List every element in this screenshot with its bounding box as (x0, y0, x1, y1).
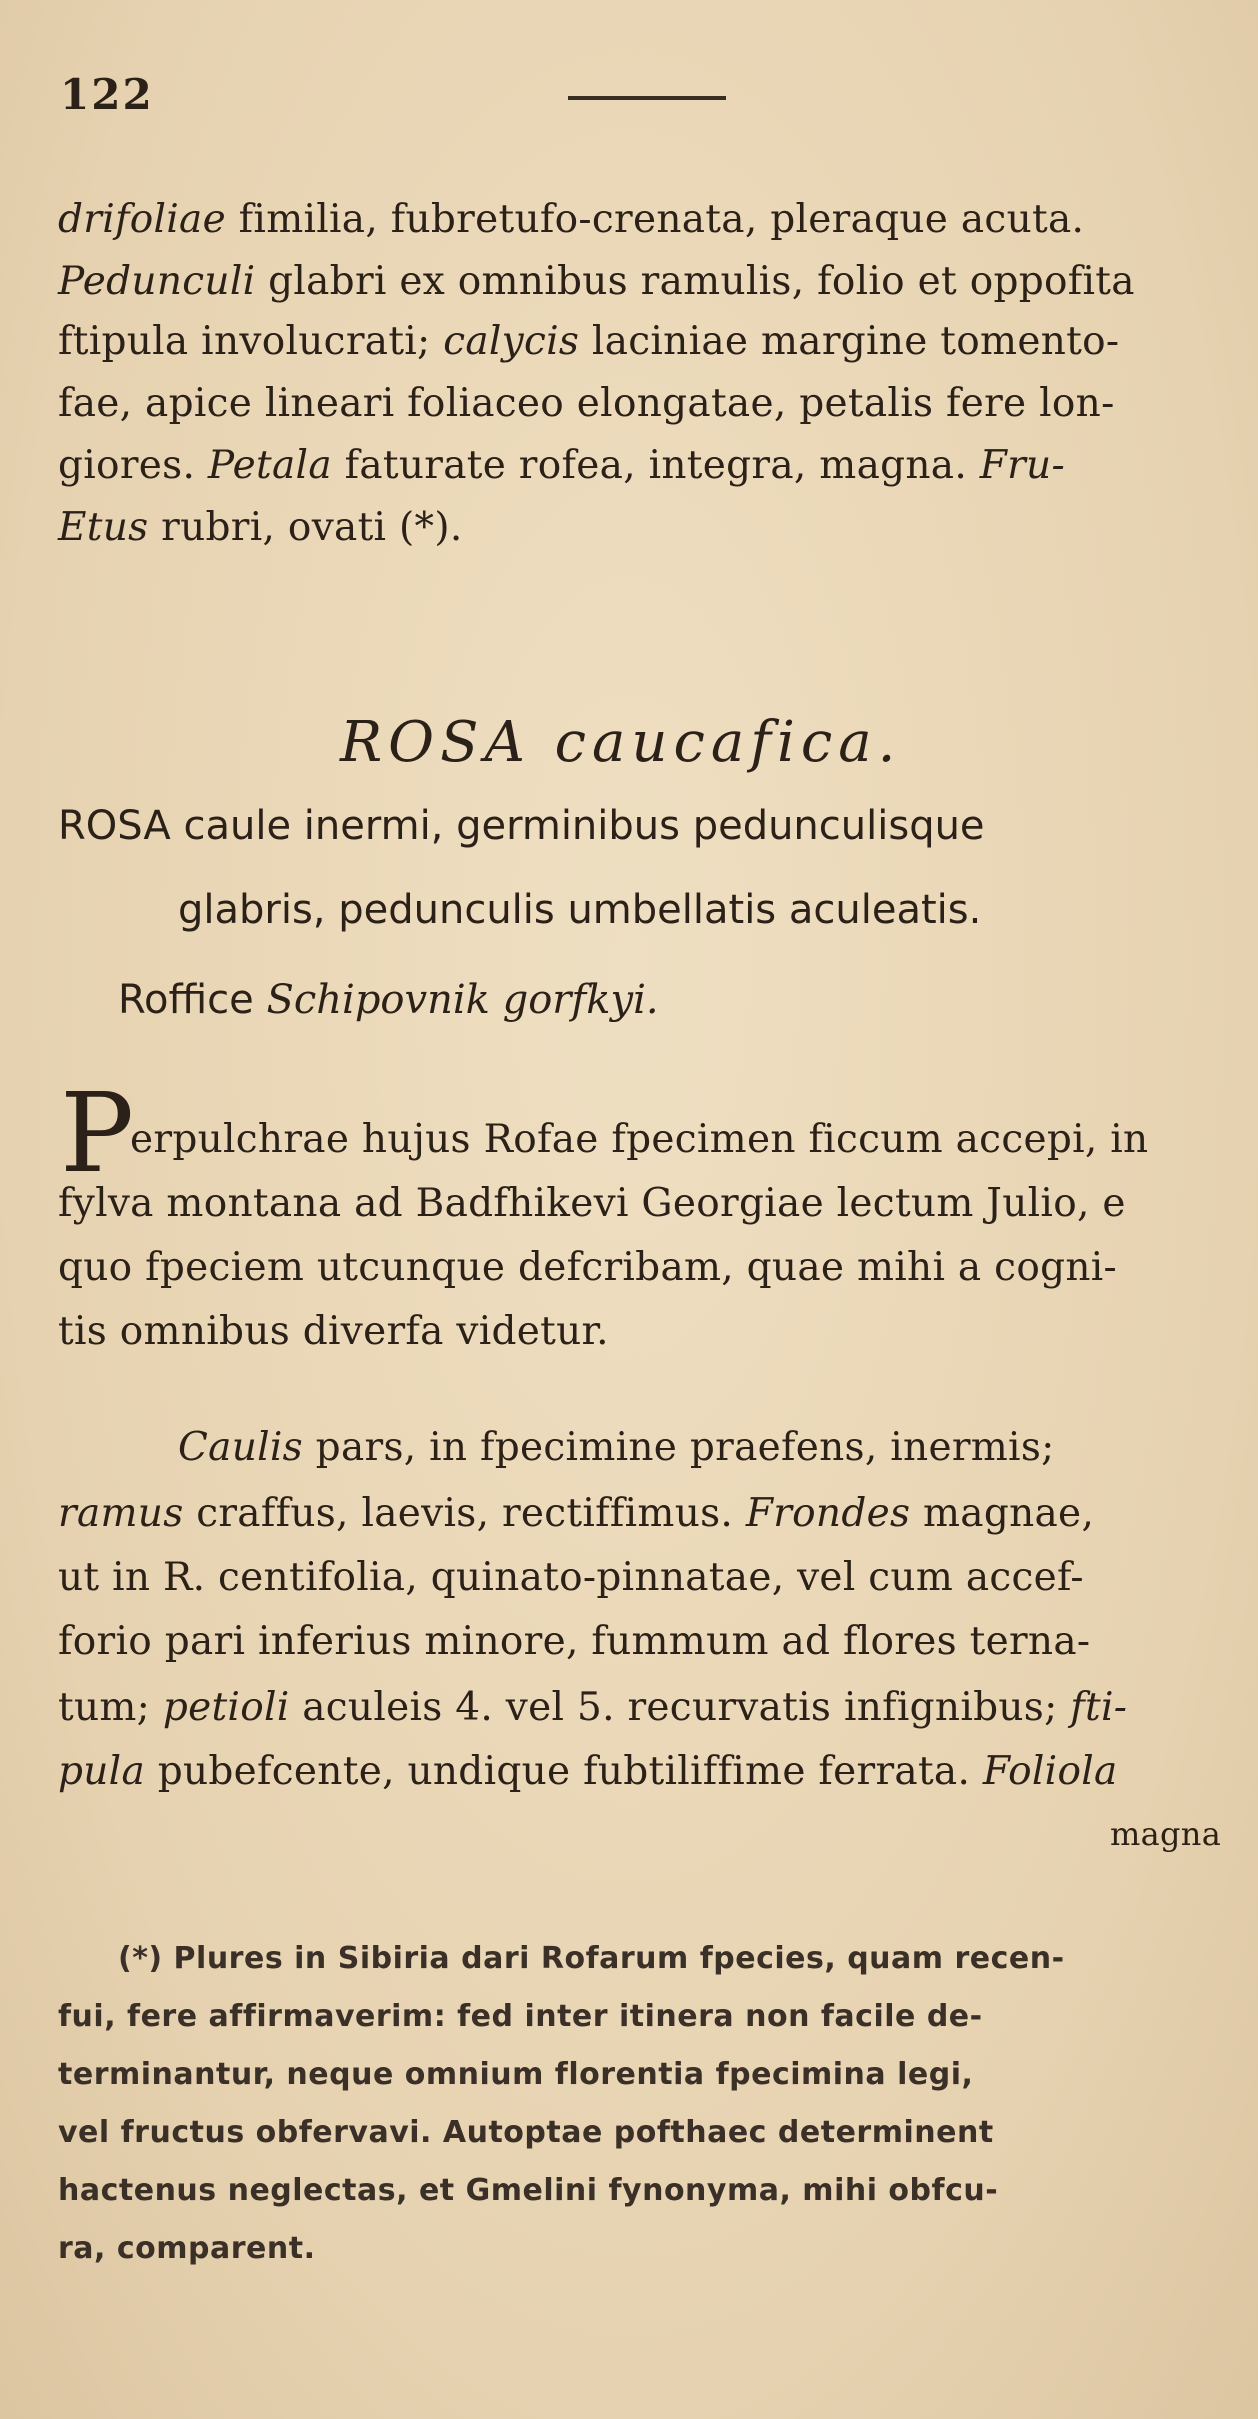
footnote-line: terminantur, neque omnium florentia fpecimina legi, (58, 2057, 974, 2092)
text-line: drifoliae fimilia, fubretufo-crenata, pleraque acuta. (58, 197, 1085, 242)
text-line: ut in R. centifolia, quinato-pinnatae, vel cum accef- (58, 1555, 1084, 1600)
text-line: pula pubefcente, undique fubtiliffime ferrata. Foliola (58, 1749, 1118, 1794)
text-line: erpulchrae hujus Rofae fpecimen ficcum accepi, in (130, 1117, 1149, 1162)
russian-name: Roffice Schipovnik gorfkyi. (118, 977, 659, 1023)
catchword: magna (1110, 1815, 1222, 1853)
text-line: Pedunculi glabri ex omnibus ramulis, folio et oppofita (58, 259, 1135, 304)
text-line: fae, apice lineari foliaceo elongatae, petalis fere lon- (58, 381, 1115, 426)
species-title: ROSA caucafica. (340, 710, 902, 775)
diagnosis-line-2: glabris, pedunculis umbellatis aculeatis. (178, 887, 982, 933)
text-line: giores. Petala faturate rofea, integra, magna. Fru- (58, 443, 1065, 488)
text-line: Caulis pars, in fpecimine praefens, inermis; (178, 1425, 1055, 1470)
text-line: tis omnibus diverfa videtur. (58, 1309, 609, 1354)
drop-cap: P (60, 1069, 135, 1197)
footnote-line: vel fructus obfervavi. Autoptae pofthaec determinent (58, 2115, 994, 2150)
page-number: 122 (60, 70, 154, 119)
header-rule (568, 96, 726, 100)
footnote-line: hactenus neglectas, et Gmelini fynonyma, mihi obfcu- (58, 2173, 999, 2208)
text-line: tum; petioli aculeis 4. vel 5. recurvatis infignibus; fti- (58, 1685, 1128, 1730)
text-line: fylva montana ad Badfhikevi Georgiae lectum Julio, e (58, 1181, 1126, 1226)
text-line: Etus rubri, ovati (*). (58, 505, 463, 550)
diagnosis-line-1: ROSA caule inermi, germinibus pedunculisque (58, 803, 985, 849)
footnote-line: (*) Plures in Sibiria dari Rofarum fpecies, quam recen- (118, 1941, 1065, 1976)
footnote-line: fui, fere affirmaverim: fed inter itinera non facile de- (58, 1999, 983, 2034)
text-line: ftipula involucrati; calycis laciniae margine tomento- (58, 319, 1120, 364)
text-line: quo fpeciem utcunque defcribam, quae mihi a cogni- (58, 1245, 1118, 1290)
text-line: ramus craffus, laevis, rectiffimus. Frondes magnae, (58, 1491, 1095, 1536)
text-line: forio pari inferius minore, fummum ad flores terna- (58, 1619, 1091, 1664)
footnote-line: ra, comparent. (58, 2231, 316, 2266)
